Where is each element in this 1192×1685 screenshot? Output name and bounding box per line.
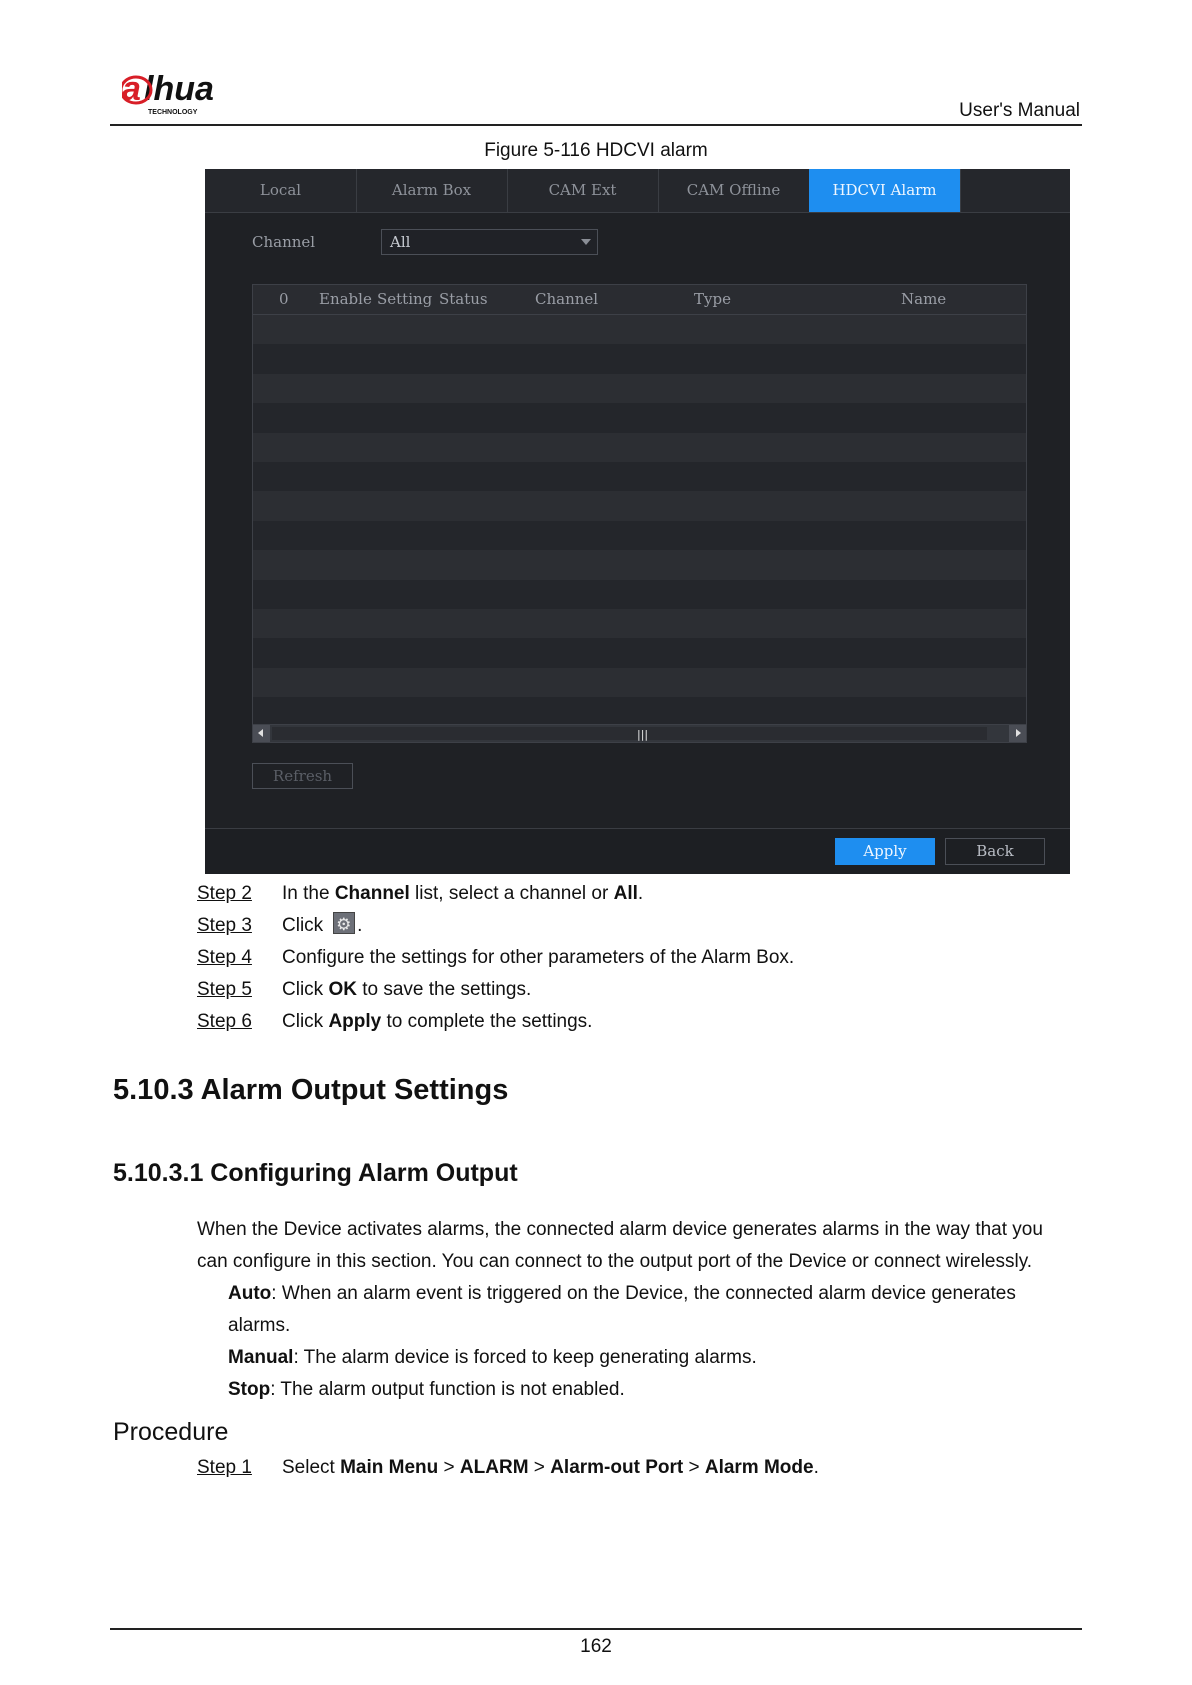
table-row[interactable] <box>253 491 1026 520</box>
apply-button[interactable]: Apply <box>835 838 935 865</box>
list-item: Manual: The alarm device is forced to keep generating alarms. <box>228 1347 757 1368</box>
hdcvi-alarm-screenshot <box>205 169 1070 873</box>
step-number: Step 6 <box>197 1011 252 1032</box>
column-header-setting: Setting <box>377 290 433 308</box>
table-header <box>253 285 1026 315</box>
scroll-left-arrow-icon[interactable] <box>253 725 270 742</box>
action-bar <box>205 828 1070 874</box>
table-row[interactable] <box>253 433 1026 462</box>
step-text: In the Channel list, select a channel or All. <box>282 883 644 904</box>
table-row[interactable] <box>253 580 1026 609</box>
step-text: Click OK to save the settings. <box>282 979 532 1000</box>
scrollbar-thumb[interactable] <box>272 727 987 740</box>
tab-local[interactable]: Local <box>205 169 357 212</box>
tab-hdcvi-alarm[interactable]: HDCVI Alarm <box>809 169 961 212</box>
settings-gear-icon <box>333 912 355 934</box>
column-header-channel: Channel <box>535 290 599 308</box>
alarm-table <box>252 284 1027 743</box>
channel-dropdown-value: All <box>390 233 411 251</box>
step-text: Configure the settings for other parameters of the Alarm Box. <box>282 947 795 968</box>
table-row[interactable] <box>253 374 1026 403</box>
step-number: Step 3 <box>197 915 252 936</box>
procedure-steps <box>197 878 1077 1038</box>
tab-alarm-box[interactable]: Alarm Box <box>356 169 508 212</box>
table-row[interactable] <box>253 521 1026 550</box>
table-body <box>253 315 1026 726</box>
manual-title: User's Manual <box>959 100 1080 121</box>
table-row[interactable] <box>253 668 1026 697</box>
table-row[interactable] <box>253 403 1026 432</box>
alarm-mode-list <box>228 1278 1078 1406</box>
column-header-enable: Enable <box>319 290 372 308</box>
table-row[interactable] <box>253 609 1026 638</box>
intro-paragraph: When the Device activates alarms, the connected alarm device generates alarms in the way that you can configure in this section. You can connect to the output port of the Device or connect wirelessly. <box>197 1219 1043 1272</box>
step-number: Step 5 <box>197 979 252 1000</box>
back-button[interactable]: Back <box>945 838 1045 865</box>
step-3 <box>197 910 1077 942</box>
table-row[interactable] <box>253 638 1026 667</box>
horizontal-scrollbar[interactable] <box>253 724 1026 742</box>
column-header-name: Name <box>901 290 947 308</box>
chevron-down-icon <box>581 239 591 245</box>
step-text: Select Main Menu > ALARM > Alarm-out Port > Alarm Mode. <box>282 1457 819 1478</box>
procedure-heading: Procedure <box>113 1418 229 1446</box>
page-number: 162 <box>580 1636 612 1657</box>
list-item: Stop: The alarm output function is not enabled. <box>228 1379 625 1400</box>
footer-divider <box>110 1628 1082 1630</box>
svg-text:lhua: lhua <box>144 70 214 108</box>
column-header-status: Status <box>439 290 488 308</box>
list-item: Auto: When an alarm event is triggered on the Device, the connected alarm device generates <box>228 1283 1016 1304</box>
step-number: Step 2 <box>197 883 252 904</box>
dahua-logo <box>122 70 262 120</box>
step-4 <box>197 942 1077 974</box>
header-divider <box>110 124 1082 126</box>
table-row[interactable] <box>253 315 1026 344</box>
svg-text:a: a <box>122 70 141 108</box>
step-number: Step 1 <box>197 1457 252 1478</box>
table-row[interactable] <box>253 462 1026 491</box>
table-row[interactable] <box>253 697 1026 726</box>
table-row[interactable] <box>253 344 1026 373</box>
alarm-tab-bar <box>205 169 1070 213</box>
column-header-type: Type <box>694 290 731 308</box>
step-number: Step 4 <box>197 947 252 968</box>
tab-cam-offline[interactable]: CAM Offline <box>658 169 810 212</box>
refresh-button[interactable]: Refresh <box>252 763 353 789</box>
figure-caption: Figure 5-116 HDCVI alarm <box>484 140 708 161</box>
list-item-continuation: alarms. <box>228 1315 291 1336</box>
step-text: Click Apply to complete the settings. <box>282 1011 593 1032</box>
column-header-index: 0 <box>279 290 289 308</box>
section-heading: 5.10.3 Alarm Output Settings <box>113 1074 509 1106</box>
channel-dropdown[interactable] <box>381 229 598 255</box>
step-2 <box>197 878 1077 910</box>
step-6 <box>197 1006 1077 1038</box>
step-text: Click⚙ . <box>282 910 362 942</box>
step-5 <box>197 974 1077 1006</box>
tab-cam-ext[interactable]: CAM Ext <box>507 169 659 212</box>
table-row[interactable] <box>253 550 1026 579</box>
scroll-right-arrow-icon[interactable] <box>1009 725 1026 742</box>
grip-icon: ||| <box>637 728 649 741</box>
channel-label: Channel <box>252 233 316 251</box>
svg-text:TECHNOLOGY: TECHNOLOGY <box>148 109 198 116</box>
subsection-heading: 5.10.3.1 Configuring Alarm Output <box>113 1159 518 1187</box>
